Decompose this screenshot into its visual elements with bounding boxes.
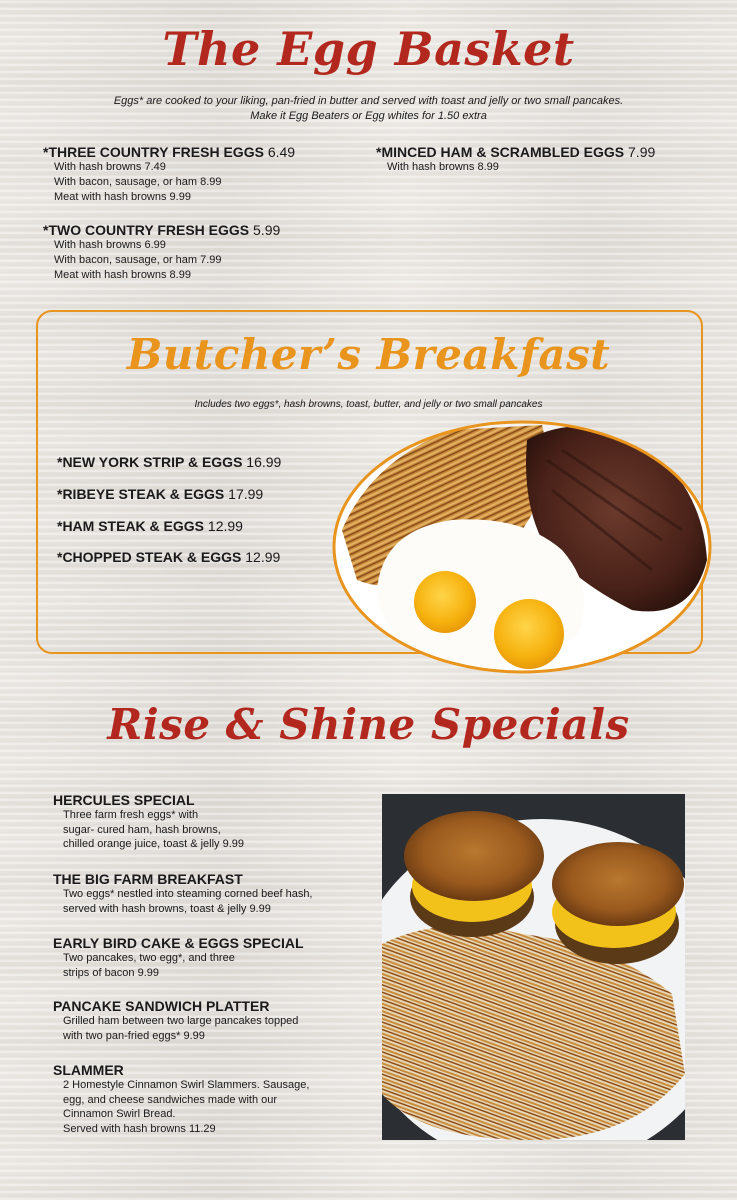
item-desc-line: Served with hash browns 11.29: [63, 1122, 216, 1135]
item-desc-line: served with hash browns, toast & jelly 9.99: [63, 902, 271, 915]
item-name: THE BIG FARM BREAKFAST: [53, 871, 243, 887]
menu-item-early-bird: [53, 935, 304, 980]
item-title: [43, 144, 295, 160]
item-price: 12.99: [207, 518, 243, 534]
item-desc-line: egg, and cheese sandwiches made with our: [63, 1093, 278, 1106]
item-name: PANCAKE SANDWICH PLATTER: [53, 998, 270, 1014]
item-name: *CHOPPED STEAK & EGGS: [57, 549, 242, 565]
menu-item-slammer: [53, 1062, 309, 1136]
butchers-breakfast-intro: Includes two eggs*, hash browns, toast, butter, and jelly or two small pancakes: [194, 399, 543, 410]
item-name: *RIBEYE STEAK & EGGS: [57, 486, 225, 502]
item-name: *HAM STEAK & EGGS: [57, 518, 205, 534]
steak-eggs-photo: [332, 420, 712, 674]
item-option: With bacon, sausage, or ham 8.99: [54, 176, 222, 188]
menu-item-hercules: [53, 792, 244, 852]
item-desc-line: Two pancakes, two egg*, and three: [63, 952, 235, 964]
egg-basket-intro-line1: Eggs* are cooked to your liking, pan-fried in butter and served with toast and jelly or two small pancakes.: [113, 95, 624, 107]
egg-basket-intro: [0, 94, 737, 124]
menu-item-three-eggs: [43, 144, 295, 205]
item-option: Meat with hash browns 8.99: [54, 269, 191, 281]
item-price: 5.99: [253, 222, 281, 238]
item-option: Meat with hash browns 9.99: [54, 191, 191, 203]
menu-item-two-eggs: [43, 222, 280, 283]
menu-item-ham-steak: [57, 518, 243, 534]
item-name: *NEW YORK STRIP & EGGS: [57, 454, 243, 470]
menu-item-minced-ham: [376, 144, 655, 175]
item-name: *MINCED HAM & SCRAMBLED EGGS: [376, 144, 625, 160]
item-desc-line: Cinnamon Swirl Bread.: [63, 1108, 176, 1120]
menu-item-chopped-steak: [57, 549, 280, 565]
item-desc-line: chilled orange juice, toast & jelly 9.99: [63, 838, 244, 850]
item-option: With hash browns 7.49: [54, 161, 166, 173]
item-price: 17.99: [228, 486, 264, 502]
rise-shine-title: Rise & Shine Specials: [107, 700, 630, 749]
menu-item-pancake-sandwich: [53, 998, 298, 1043]
item-name: SLAMMER: [53, 1062, 124, 1078]
item-price: 16.99: [246, 454, 282, 470]
butchers-breakfast-title: Butcher’s Breakfast: [126, 330, 611, 379]
egg-basket-intro-line2: Make it Egg Beaters or Egg whites for 1.50 extra: [250, 110, 487, 122]
item-desc-line: Three farm fresh eggs* with: [63, 809, 199, 821]
item-price: 12.99: [245, 549, 281, 565]
menu-item-big-farm: [53, 871, 313, 916]
item-price: 6.49: [267, 144, 296, 160]
menu-item-ny-strip: [57, 454, 281, 470]
pancake-sandwich-photo: [382, 794, 685, 1140]
item-name: *THREE COUNTRY FRESH EGGS: [43, 144, 264, 160]
item-desc-line: Grilled ham between two large pancakes topped: [63, 1015, 299, 1027]
item-option: With bacon, sausage, or ham 7.99: [54, 254, 222, 266]
item-desc-line: Two eggs* nestled into steaming corned beef hash,: [63, 888, 313, 900]
item-desc-line: 2 Homestyle Cinnamon Swirl Slammers. Sausage,: [63, 1079, 310, 1091]
item-title: [43, 222, 280, 238]
item-name: *TWO COUNTRY FRESH EGGS: [43, 222, 250, 238]
item-name: EARLY BIRD CAKE & EGGS SPECIAL: [53, 935, 304, 951]
egg-basket-title: The Egg Basket: [162, 22, 575, 76]
item-desc-line: with two pan-fried eggs* 9.99: [63, 1029, 205, 1042]
item-price: 7.99: [628, 144, 656, 160]
item-desc-line: strips of bacon 9.99: [63, 966, 160, 979]
item-option: With hash browns 8.99: [387, 161, 499, 173]
menu-item-ribeye: [57, 486, 263, 502]
item-name: HERCULES SPECIAL: [53, 792, 195, 808]
item-desc-line: sugar- cured ham, hash browns,: [63, 823, 221, 836]
item-option: With hash browns 6.99: [54, 239, 166, 251]
item-title: [376, 144, 655, 160]
